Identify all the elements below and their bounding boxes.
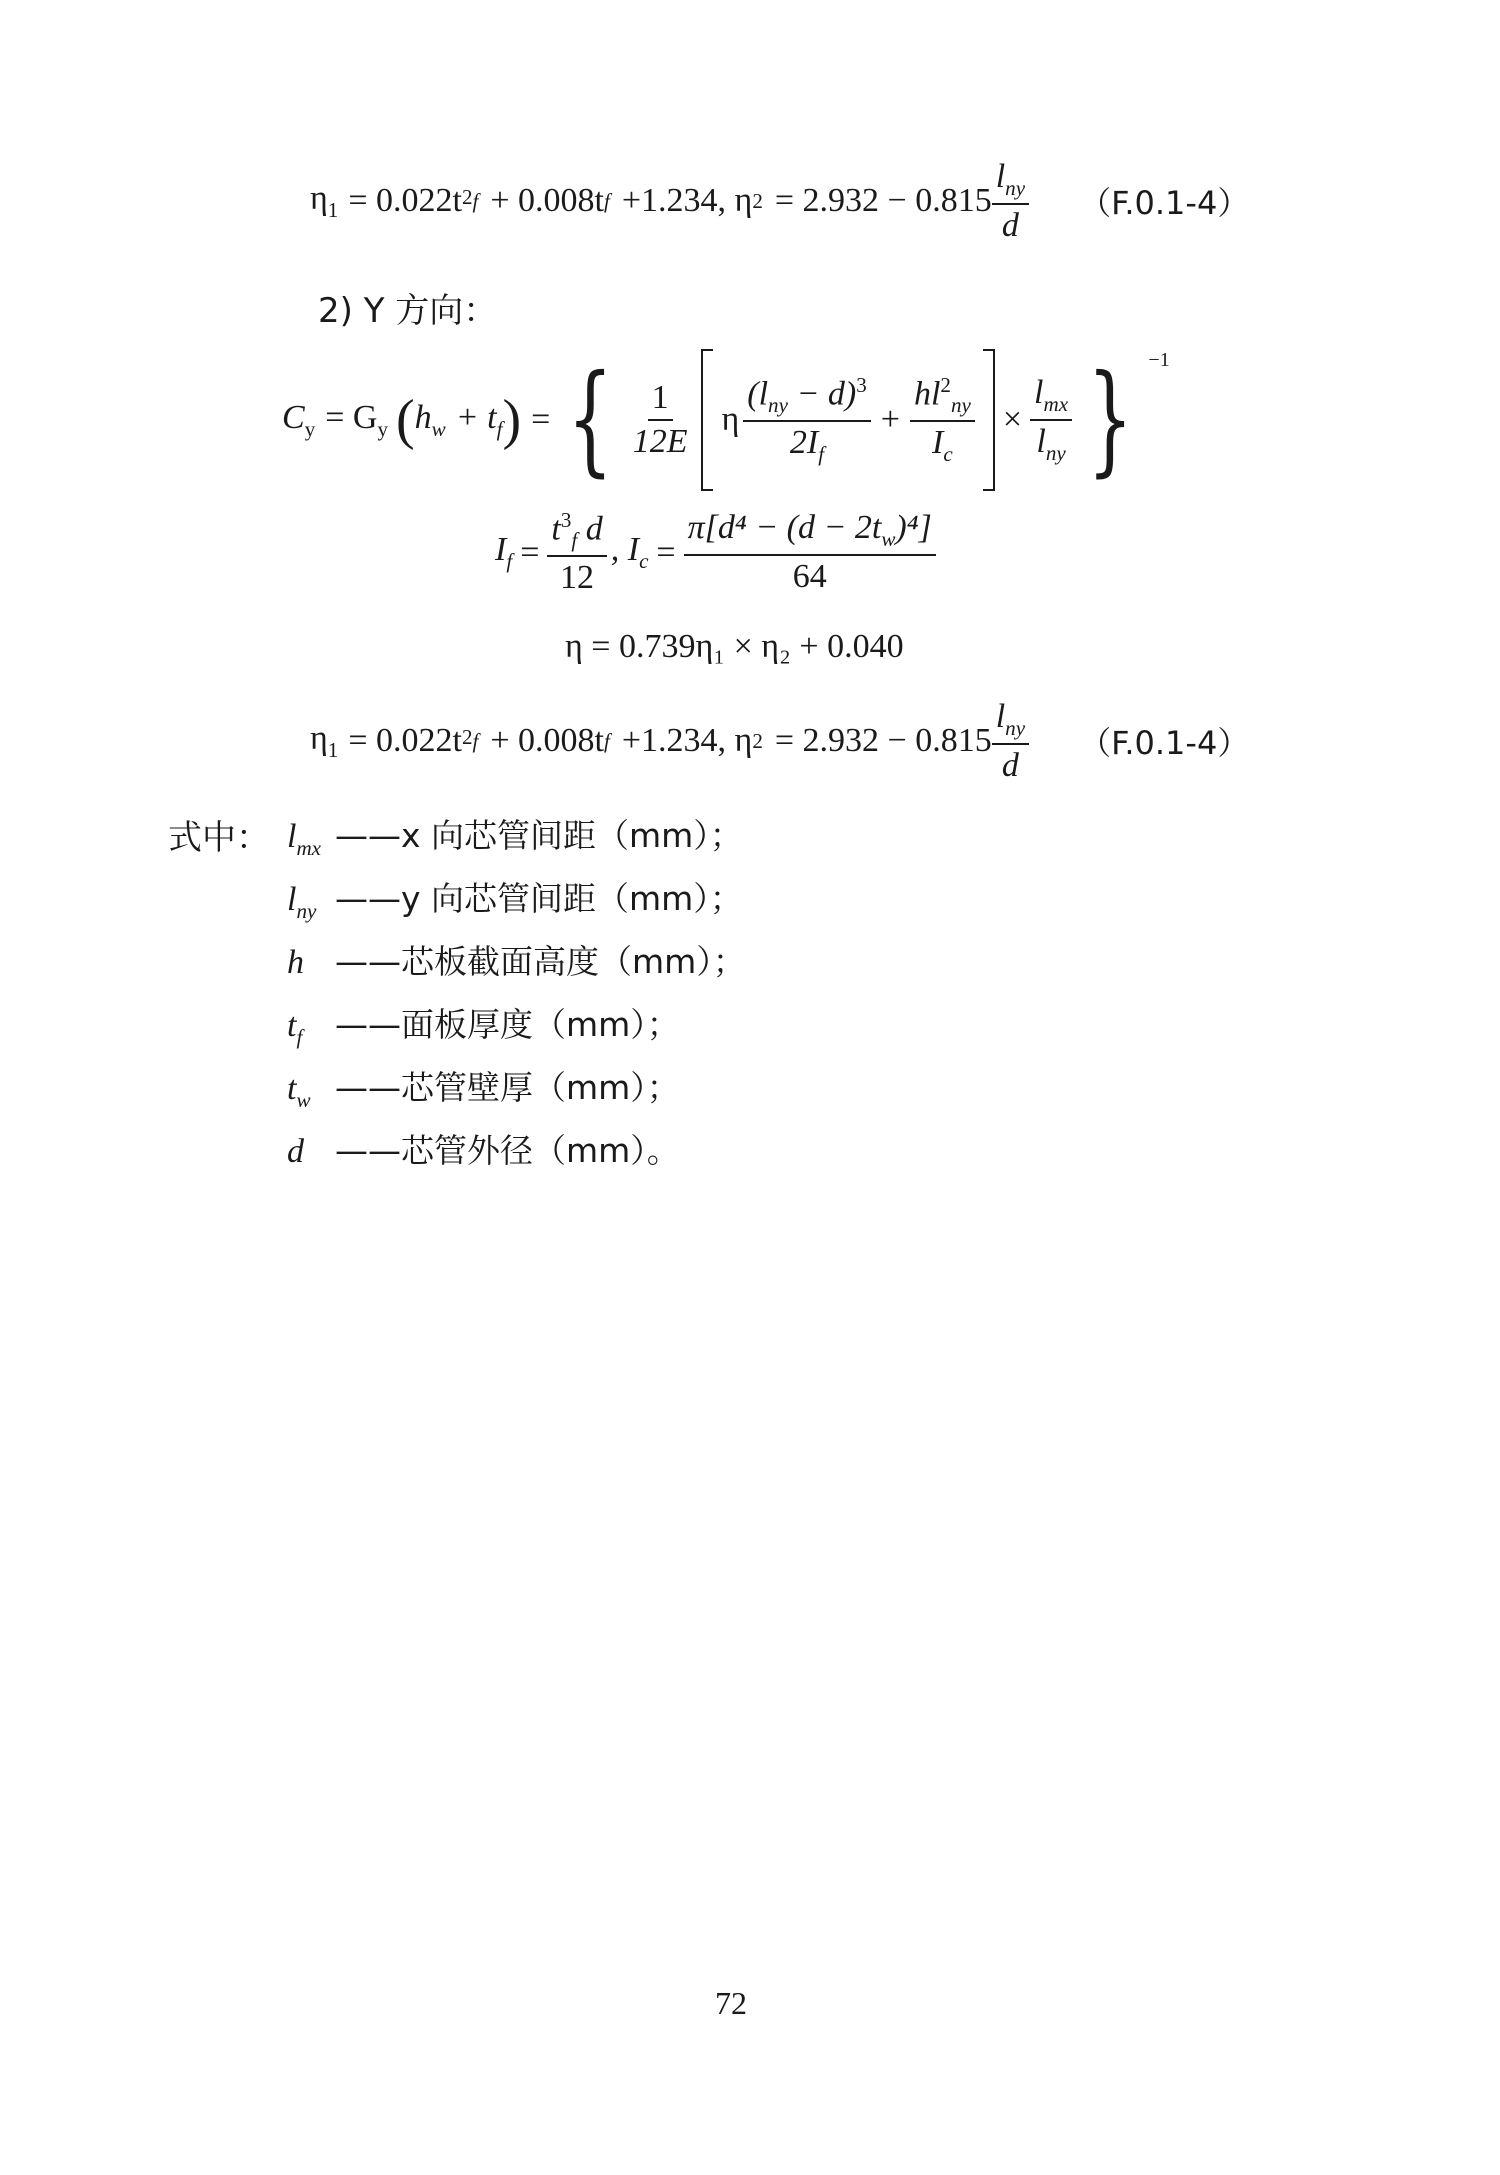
eta1-term2: + 0.008t [490,182,604,220]
definition-d: d ——芯管外径（mm）。 [287,1131,680,1170]
equation-eta-bottom: $\eta_1$ = 0.022t $^2$ f + 0.008t f +1.234, η 2 = 2.932 − 0.815 $\frac{l_{ny}}{d}$ （F.0.1-4） [310,698,1250,784]
if-symbol: $I_f$ [495,531,513,573]
times-sign: × [1002,401,1023,438]
inverse-power: −1 [1148,349,1170,371]
tf-term: + $t_f$ [455,398,503,441]
definitions-intro: 式中： [168,818,270,858]
hl-ny-squared-fraction: $\frac{hl^2_{ny}}{I_c}$ [910,375,975,465]
one-over-12E-fraction: $\frac{1}{12E}$ [632,379,688,460]
lny-minus-d-cubed-fraction: $\frac{(l_{ny} - d)^3}{2I_f}$ [743,375,871,465]
definition-tw: $t_w$ ——芯管壁厚（mm）； [287,1068,680,1112]
gy-term: = $G_y$ [325,398,389,441]
equation-eta: η = 0.739η₁ × η₂ + 0.040 [565,628,904,665]
equation-label-bottom: （F.0.1-4） [1079,724,1250,763]
section-y-direction: 2) Y 方向： [318,291,498,331]
cy-symbol: $C_y$ [282,398,316,441]
definition-lmx: $l_{mx}$ ——x 向芯管间距（mm）； [287,816,743,860]
ic-fraction: $\frac{\pi[d^4 - (d - 2t_w)^4]}{64}$ [684,511,936,594]
definition-h: h ——芯板截面高度（mm）； [287,942,746,981]
equation-if-ic: $I_f$ = $\frac{t^3_f d}{12}$ , $I_c$ = $\frac{\pi[d^4 - (d - 2t_w)^4]}{64}$ [495,510,936,595]
equation-cy: $C_y$ = $G_y$ ( $h_w$ + $t_f$ ) = { $\frac{1}{12E}$ η $\frac{(l_{ny} - d)^3}{2I_f}$ + $\frac{hl^2_{ny}}{I_c}$ × $\frac{l_{mx}}{l_{ny}}$ } −1 [282,349,1170,489]
page-number: 72 [715,1985,747,2021]
eta1-term3: +1.234, η [621,182,753,220]
eta2-expr: = 2.932 − 0.815 [774,182,992,220]
lny-over-d-fraction-bottom: $\frac{l_{ny}}{d}$ [992,700,1029,783]
plus-sign: + [880,401,900,438]
equation-eta-top: $\eta_1$ = 0.022t $^2$ f + 0.008t f +1.234, η 2 = 2.932 − 0.815 $\frac{l_{ny}}{d}$ （F.0.1-4） [310,158,1250,244]
equation-label-top: （F.0.1-4） [1079,184,1250,223]
ic-symbol: , $I_c$ [610,531,649,573]
eta1-expr: = 0.022t [348,182,462,220]
lmx-over-lny-fraction: $\frac{l_{mx}}{l_{ny}}$ [1030,376,1072,464]
lny-over-d-fraction: $\frac{l_{ny}}{d}$ [992,160,1029,243]
tf-cubed-d-over-12-fraction: $\frac{t^3_f d}{12}$ [547,510,606,595]
definition-lny: $l_{ny}$ ——y 向芯管间距（mm）； [287,879,743,923]
hw-term: $h_w$ [414,398,446,441]
definition-tf: $t_f$ ——面板厚度（mm）； [287,1005,680,1049]
eta1-symbol: $\eta_1$ [310,180,339,222]
eta-factor: η [721,401,740,438]
